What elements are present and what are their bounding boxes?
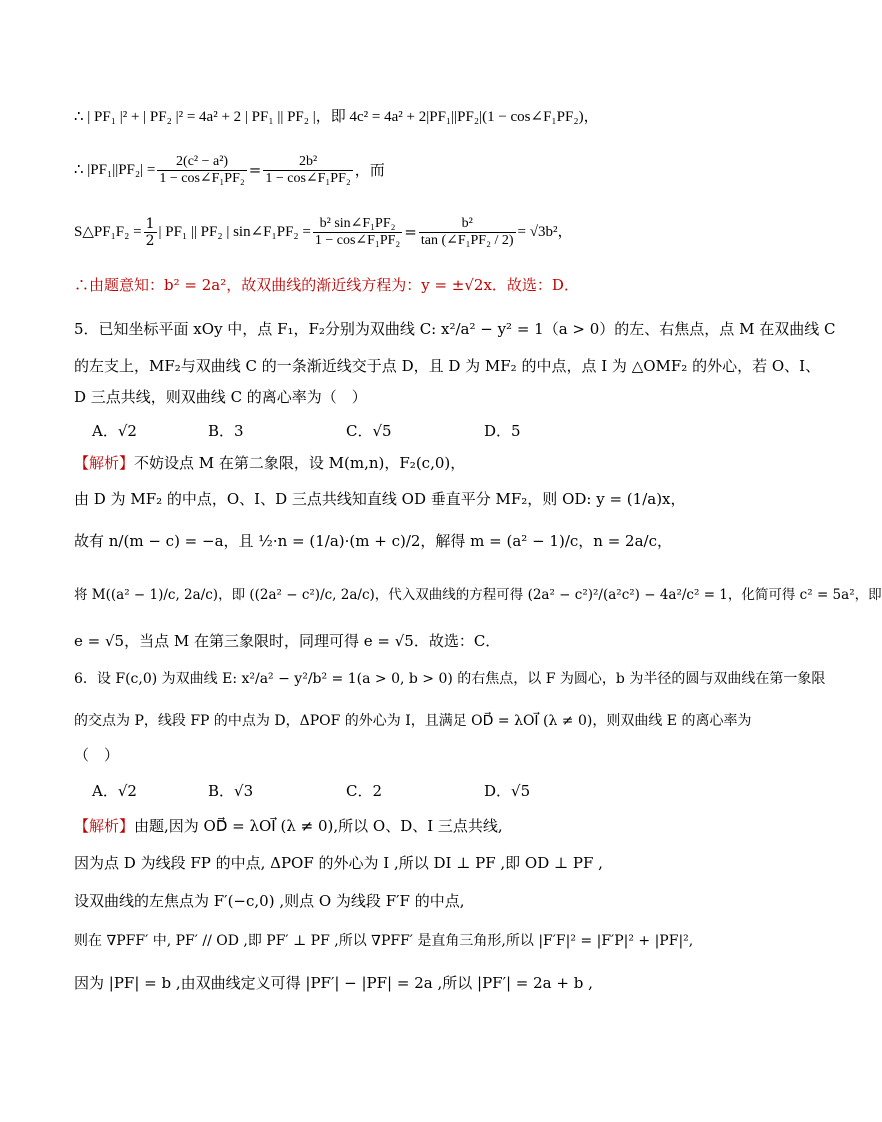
q5-line-3: D 三点共线，则双曲线 C 的离心率为（ ） — [74, 388, 367, 406]
q6-option-a: A．√2 — [92, 782, 137, 800]
s6-line-5: 因为 |PF| = b ,由双曲线定义可得 |PF′| − |PF| = 2a ,所以 |PF′| = 2a + b , — [74, 974, 593, 992]
s5-line-1 — [74, 452, 465, 474]
s6-line-1 — [74, 815, 503, 837]
q6-line-3: （ ） — [74, 746, 120, 764]
l3-f2-num: b² sin∠F₁PF₂ — [319, 215, 396, 231]
l3-post: = √3b²， — [517, 224, 573, 240]
q5-option-a: A．√2 — [92, 422, 137, 440]
l3-mid: | PF₁ || PF₂ | sin∠F₁PF₂ = — [158, 224, 311, 240]
l3-frac-3 — [419, 216, 516, 249]
s5-line-2: 由 D 为 MF₂ 的中点，O、I、D 三点共线知直线 OD 垂直平分 MF₂，则 OD: y = (1/a)x， — [74, 490, 686, 508]
s6-line-3: 设双曲线的左焦点为 F′(−c,0) ,则点 O 为线段 F′F 的中点, — [74, 892, 465, 910]
s5-line-5: e = √5，当点 M 在第三象限时，同理可得 e = √5．故选：C． — [74, 632, 501, 650]
l3-f1-den: 2 — [145, 232, 155, 249]
l2-eq: = — [248, 161, 262, 179]
line-1: ∴ | PF₁ |² + | PF₂ |² = 4a² + 2 | PF₁ || PF₂ |，即 4c² = 4a² + 2|PF₁||PF₂|(1 − cos∠F₁PF₂)， — [74, 109, 599, 125]
q6-option-b: B．√3 — [208, 782, 254, 800]
l2-post: ，而 — [354, 161, 385, 179]
l2-f1-den: 1 − cos∠F₁PF₂ — [159, 170, 245, 186]
l2-f2-num: 2b² — [298, 153, 318, 169]
q5-line-2: 的左支上，MF₂与双曲线 C 的一条渐近线交于点 D，且 D 为 MF₂ 的中点，点 I 为 △OMF₂ 的外心，若 O、I、 — [74, 357, 821, 375]
q6-line-1: 6．设 F(c,0) 为双曲线 E: x²/a² − y²/b² = 1(a > 0, b > 0) 的右焦点，以 F 为圆心，b 为半径的圆与双曲线在第一象限 — [74, 671, 826, 687]
s6-line-2: 因为点 D 为线段 FP 的中点, ΔPOF 的外心为 I ,所以 DI ⊥ PF ,即 OD ⊥ PF , — [74, 854, 603, 872]
l3-pre: S△PF₁F₂ = — [74, 224, 142, 240]
q5-option-c: C．√5 — [346, 422, 392, 440]
l2-f2-den: 1 − cos∠F₁PF₂ — [265, 170, 351, 186]
line-3 — [74, 204, 572, 260]
l2-frac-1 — [157, 154, 246, 187]
s5-text-1: 不妨设点 M 在第二象限，设 M(m,n)，F₂(c,0)， — [134, 454, 466, 472]
l3-f3-num: b² — [461, 215, 473, 231]
l2-f1-num: 2(c² − a²) — [176, 153, 229, 169]
line-2 — [74, 150, 385, 190]
q5-option-b: B．3 — [208, 422, 244, 440]
q6-option-c: C．2 — [346, 782, 383, 800]
s6-tag: 【解析】 — [74, 817, 135, 835]
q5-option-d: D．5 — [484, 422, 521, 440]
l3-eq: = — [404, 223, 417, 241]
l3-f1-num: 1 — [145, 215, 155, 232]
l3-f3-den: tan (∠F₁PF₂ / 2) — [420, 232, 514, 248]
l3-f2-den: 1 − cos∠F₁PF₂ — [314, 232, 401, 248]
s5-tag: 【解析】 — [74, 454, 135, 472]
l2-frac-2 — [263, 154, 352, 187]
q6-option-d: D．√5 — [484, 782, 531, 800]
l3-frac-1 — [144, 216, 157, 249]
line-4-answer: ∴由题意知：b² = 2a²，故双曲线的渐近线方程为：y = ±√2x．故选：D． — [74, 276, 579, 294]
s6-text-1: 由题,因为 OD⃗ = λOI⃗ (λ ≠ 0),所以 O、D、I 三点共线, — [134, 817, 503, 835]
q5-line-1: 5．已知坐标平面 xOy 中，点 F₁，F₂分别为双曲线 C: x²/a² − y² = 1（a > 0）的左、右焦点，点 M 在双曲线 C — [74, 320, 836, 338]
l2-pre: ∴ |PF₁||PF₂| = — [74, 162, 156, 178]
q6-line-2: 的交点为 P，线段 FP 的中点为 D，ΔPOF 的外心为 I，且满足 OD⃗ = λOI⃗ (λ ≠ 0)，则双曲线 E 的离心率为 — [74, 713, 752, 729]
s5-line-4: 将 M((a² − 1)/c, 2a/c)，即 ((2a² − c²)/c, 2a/c)，代入双曲线的方程可得 (2a² − c²)²/(a²c²) − 4a²/c² = 1，化简可得 c² = 5a²，即 — [74, 587, 882, 603]
s6-line-4: 则在 ∇PFF′ 中, PF′ // OD ,即 PF′ ⊥ PF ,所以 ∇PFF′ 是直角三角形,所以 |F′F|² = |F′P|² + |PF|², — [74, 933, 694, 949]
s5-line-3: 故有 n/(m − c) = −a，且 ½·n = (1/a)·(m + c)/2，解得 m = (a² − 1)/c，n = 2a/c， — [74, 532, 672, 550]
l3-frac-2 — [313, 216, 402, 249]
